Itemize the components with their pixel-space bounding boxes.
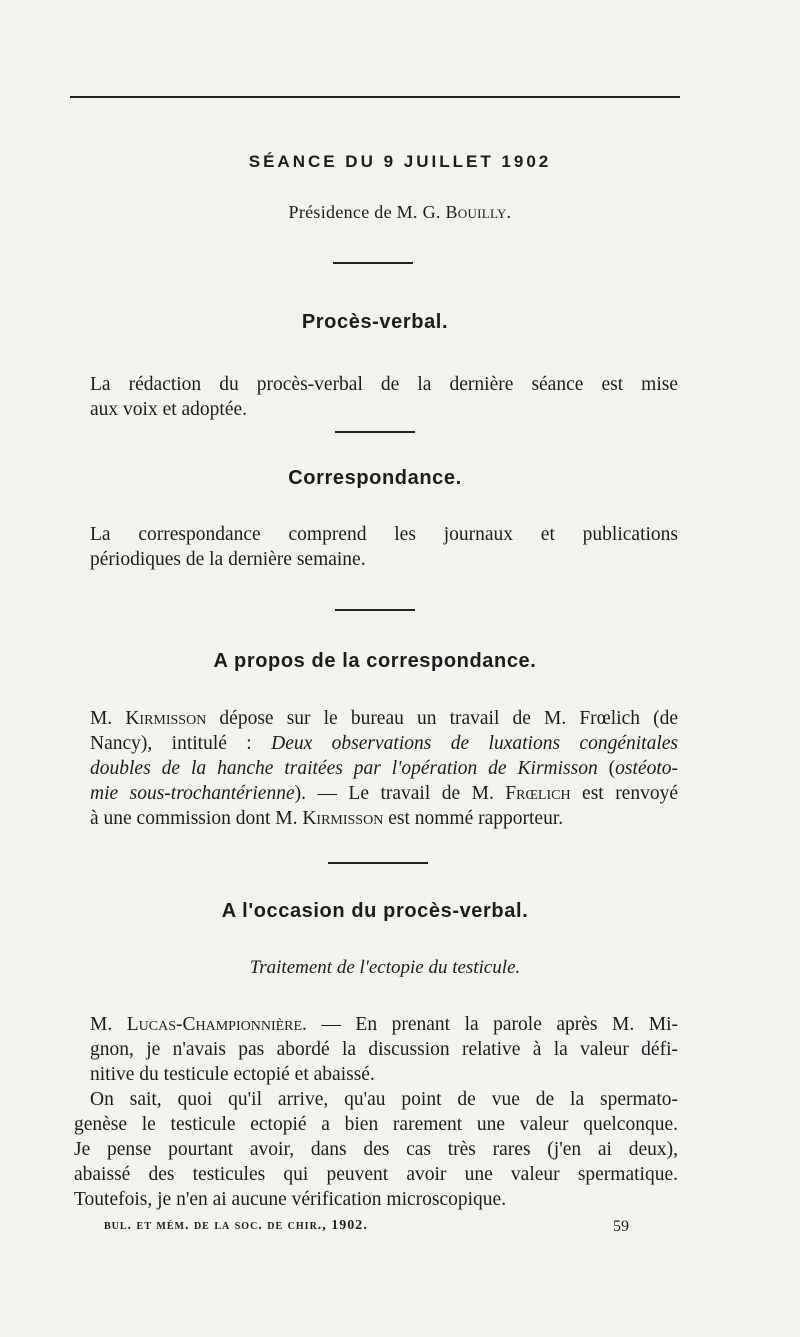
text-fragment: ( [597,758,616,779]
text-line [90,806,678,831]
author-name: Lucas-Championnière [126,1014,303,1035]
section-divider [333,262,413,264]
presidency-prefix: Présidence de M. G. [288,202,446,222]
text-fragment: est renvoyé [570,783,678,804]
text-fragment: M. [90,1014,127,1035]
presidency-suffix: . [506,202,512,222]
text-line [90,756,678,781]
correspondance-paragraph [90,522,678,572]
work-title: Deux observations de luxations congénitales [271,733,678,754]
text-fragment: est nommé rapporteur. [383,808,564,829]
section-divider [335,609,415,611]
text-line: périodiques de la dernière semaine. [90,549,366,570]
author-name: Frœlich [505,783,571,804]
section-divider [335,431,415,433]
section-divider [328,862,428,864]
president-name: Bouilly [445,202,507,222]
text-line: La correspondance comprend les journaux et publications [90,524,678,545]
author-name: Kirmisson [125,708,207,729]
text-line: La rédaction du procès-verbal de la dernière séance est mise [90,374,678,395]
top-rule [70,96,680,98]
text-line [90,1012,678,1037]
text-fragment: Nancy), intitulé : [90,733,272,754]
page-footer [104,1218,629,1234]
text-fragment: à une commission dont M. [90,808,303,829]
a-propos-paragraph [90,706,678,831]
proces-verbal-paragraph [90,372,678,422]
page-number: 59 [613,1218,629,1235]
text-line [90,731,678,756]
author-name: Kirmisson [302,808,384,829]
occasion-paragraph-2 [74,1087,678,1212]
text-line: aux voix et adoptée. [90,399,248,420]
text-line [90,781,678,806]
journal-reference: bul. et mém. de la soc. de chir., 1902. [104,1218,368,1233]
work-title: ostéoto- [615,758,678,779]
subheading-ectopie: Traitement de l'ectopie du testicule. [249,957,521,978]
text-fragment: . — En prenant la parole après M. Mi- [302,1014,678,1035]
work-title: doubles de la hanche traitées par l'opération de Kirmisson [90,758,598,779]
text-line: Toutefois, je n'en ai aucune vérification microscopique. [74,1189,507,1210]
text-fragment: ). — Le travail de M. [294,783,506,804]
text-line: abaissé des testicules qui peuvent avoir une valeur spermatique. [74,1164,678,1185]
presidency-line [0,202,800,223]
occasion-paragraph-1 [90,1012,678,1087]
heading-proces-verbal: Procès-verbal. [301,311,449,333]
text-fragment: dépose sur le bureau un travail de M. Frœlich (de [206,708,679,729]
work-title: mie sous-trochantérienne [90,783,295,804]
text-line [90,706,678,731]
text-fragment: M. [90,708,126,729]
text-line: gnon, je n'avais pas abordé la discussion relative à la valeur défi- [90,1039,678,1060]
text-line: nitive du testicule ectopié et abaissé. [90,1064,375,1085]
text-line: Je pense pourtant avoir, dans des cas très rares (j'en ai deux), [74,1139,678,1160]
session-title: SÉANCE DU 9 JUILLET 1902 [248,152,552,171]
heading-occasion: A l'occasion du procès-verbal. [221,900,529,922]
text-line: genèse le testicule ectopié a bien rarement une valeur quelconque. [74,1114,678,1135]
text-line: On sait, quoi qu'il arrive, qu'au point de vue de la spermato- [90,1089,678,1110]
heading-correspondance: Correspondance. [288,467,462,489]
heading-a-propos: A propos de la correspondance. [213,650,537,672]
